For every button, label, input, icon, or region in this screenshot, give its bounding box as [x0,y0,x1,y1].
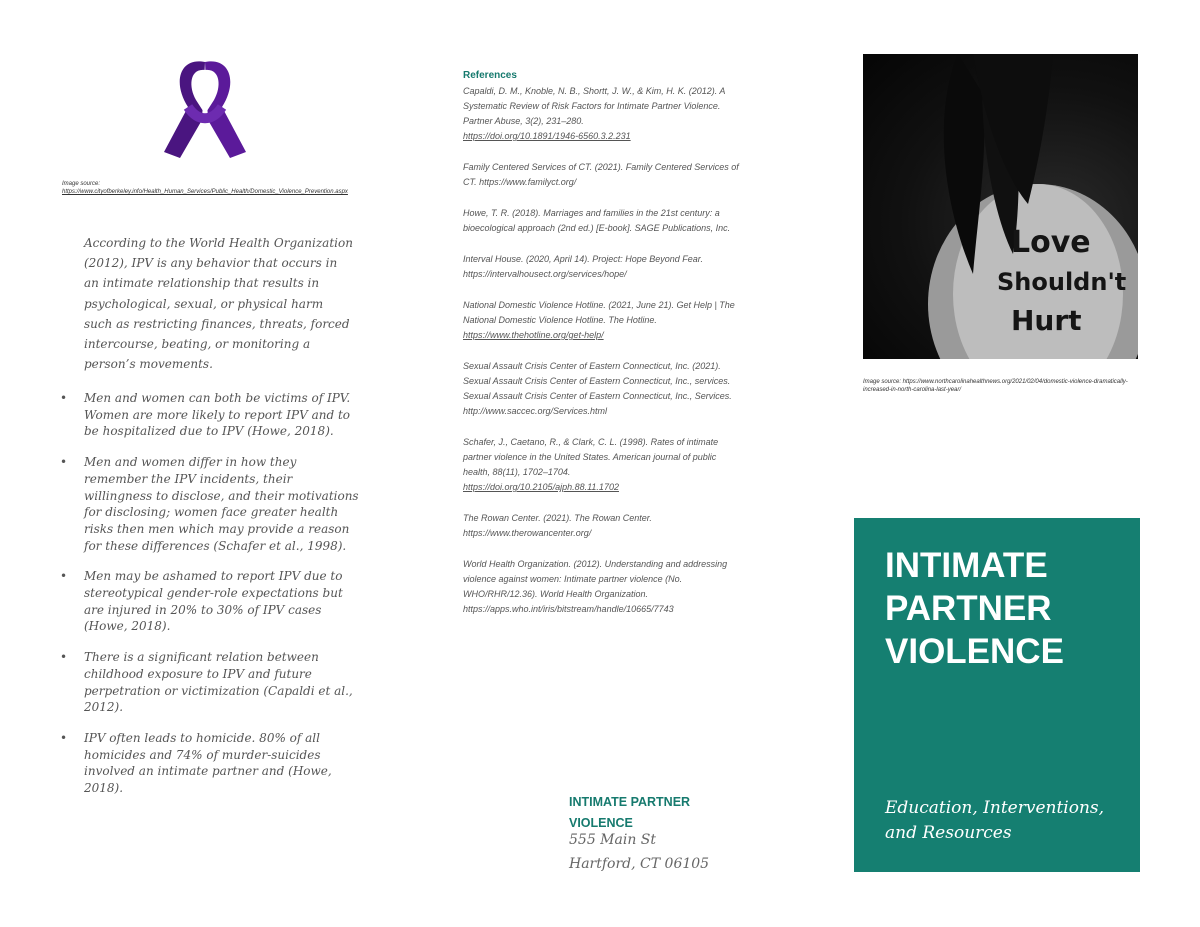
reference-text: Capaldi, D. M., Knoble, N. B., Shortt, J. W., & Kim, H. K. (2012). A Systematic Review of Risk Factors for Intimate Partner Violence. Partner Abuse, 3(2), 231–280. [463,86,726,126]
reference-item [463,298,743,343]
photo-text-line: Hurt [1011,304,1082,337]
list-item [60,649,360,716]
photo-text-line: Shouldn't [997,268,1127,296]
reference-item [463,511,743,541]
reference-item [463,160,743,190]
list-item [60,730,360,797]
intro-paragraph: According to the World Health Organization (2012), IPV is any behavior that occurs in an intimate relationship that results in psychological, sexual, or physical harm such as restricting finances, threats, forced intercourse, beating, or monitoring a person’s movements. [84,236,353,372]
facts-list [60,390,360,797]
cover-photo [863,54,1138,359]
fact-text: IPV often leads to homicide. 80% of all homicides and 74% of murder-suicides involved an intimate partner and (Howe, 2018). [84,730,332,796]
reference-item [463,557,743,617]
reference-link[interactable]: https://doi.org/10.1891/1946-6560.3.2.231 [463,131,631,141]
reference-link[interactable]: https://www.thehotline.org/get-help/ [463,330,604,340]
references-list [463,84,743,633]
image-credit-link[interactable]: https://www.cityofberkeley.info/Health_Human_Services/Public_Health/Domestic_Violence_Prevention.aspx [62,189,348,195]
reference-text: The Rowan Center. (2021). The Rowan Center. https://www.therowancenter.org/ [463,513,652,538]
list-item [60,390,360,440]
photo-text-line: Love [1011,225,1091,260]
reference-item [463,206,743,236]
fact-text: Men and women differ in how they remember the IPV incidents, their willingness to disclose, and their motivations for disclosing; women face greater health risks then men which may provide a reason for these differences (Schafer et al., 1998). [84,455,359,553]
reference-text: Sexual Assault Crisis Center of Eastern Connecticut, Inc. (2021). Sexual Assault Crisis Center of Eastern Connecticut, Inc., services. Sexual Assault Crisis Center of Eastern Connecticut, Inc., Services. [463,361,732,401]
reference-text: World Health Organization. (2012). Understanding and addressing violence against women: Intimate partner violence (No. WHO/RHR/12.36). World Health Organization. [463,559,728,599]
list-item [60,568,360,635]
cover-subtitle: Education, Interventions, and Resources [885,798,1105,843]
reference-text: National Domestic Violence Hotline. (2021, June 21). Get Help | The National Domestic Violence Hotline. The Hotline. [463,300,735,325]
reference-url: https://apps.who.int/iris/bitstream/handle/10665/7743 [463,604,674,614]
address-street: 555 Main St [569,832,657,848]
fact-text: Men and women can both be victims of IPV. Women are more likely to report IPV and to be hospitalized due to IPV (Howe, 2018). [84,391,351,439]
reference-text: Howe, T. R. (2018). Marriages and families in the 21st century: a bioecological approach (2nd ed.) [E-book]. SAGE Publications, Inc. [463,208,731,233]
list-item [60,454,360,554]
reference-item [463,84,743,144]
photo-illustration [863,54,1138,359]
ribbon-image-credit [62,180,352,196]
reference-text: Interval House. (2020, April 14). Project: Hope Beyond Fear. https://intervalhousect.org/services/hope/ [463,254,703,279]
cover-panel [854,518,1140,872]
reference-text: Family Centered Services of CT. (2021). Family Centered Services of CT. https://www.familyct.org/ [463,162,739,187]
reference-link[interactable]: https://doi.org/10.2105/ajph.88.11.1702 [463,482,619,492]
photo-image-credit: Image source: https://www.northcarolinahealthnews.org/2021/02/04/domestic-violence-dramatically-increased-in-north-carolina-last-year/ [863,379,1128,393]
reference-item [463,252,743,282]
fact-text: Men may be ashamed to report IPV due to stereotypical gender-role expectations but are injured in 20% to 30% of IPV cases (Howe, 2018). [84,569,343,634]
reference-item [463,435,743,495]
image-credit-label: Image source: [62,181,101,187]
address-city: Hartford, CT 06105 [569,856,710,872]
address-organization: INTIMATE PARTNER VIOLENCE [569,795,691,830]
fact-text: There is a significant relation between childhood exposure to IPV and future perpetration or victimization (Capaldi et al., 2012). [84,650,353,715]
reference-url: http://www.saccec.org/Services.html [463,406,608,416]
purple-awareness-ribbon-icon [150,52,260,164]
reference-text: Schafer, J., Caetano, R., & Clark, C. L. (1998). Rates of intimate partner violence in the United States. American journal of public health, 88(11), 1702–1704. [463,437,719,477]
reference-item [463,359,743,419]
references-heading: References [463,70,517,81]
cover-title: INTIMATE PARTNER VIOLENCE [885,546,1064,671]
